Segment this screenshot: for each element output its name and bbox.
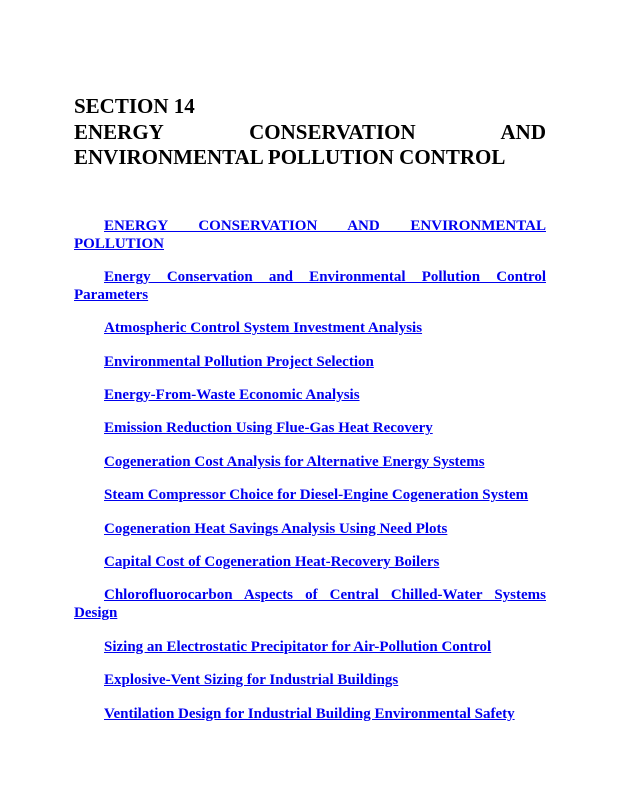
toc-link-explosive-vent-sizing[interactable]: Explosive-Vent Sizing for Industrial Buildings (104, 672, 399, 689)
section-title-line-2: ENVIRONMENTAL POLLUTION CONTROL (74, 145, 506, 169)
toc-link-atmospheric-control-investment[interactable]: Atmospheric Control System Investment Analysis (104, 320, 423, 337)
toc-link-electrostatic-precipitator[interactable]: Sizing an Electrostatic Precipitator for Air-Pollution Control (104, 638, 492, 655)
section-heading (74, 94, 546, 171)
toc-link-heat-recovery-boilers[interactable]: Capital Cost of Cogeneration Heat-Recovery Boilers (104, 554, 440, 571)
toc-link-cogeneration-cost-analysis[interactable]: Cogeneration Cost Analysis for Alternative Energy Systems (104, 453, 485, 470)
toc-link-steam-compressor-choice[interactable]: Steam Compressor Choice for Diesel-Engine Cogeneration System (104, 487, 529, 504)
section-number: SECTION 14 (74, 94, 195, 118)
toc-link-energy-from-waste[interactable]: Energy-From-Waste Economic Analysis (104, 387, 360, 404)
toc-link-flue-gas-heat-recovery[interactable]: Emission Reduction Using Flue-Gas Heat Recovery (104, 420, 433, 437)
toc-link-ventilation-design[interactable]: Ventilation Design for Industrial Building Environmental Safety (104, 705, 515, 722)
toc-link-energy-conservation-environmental-pollution[interactable]: ENERGY CONSERVATION AND ENVIRONMENTAL POLLUTION (74, 217, 546, 252)
toc-link-cogeneration-heat-savings[interactable]: Cogeneration Heat Savings Analysis Using Need Plots (104, 520, 448, 537)
toc-link-chlorofluorocarbon-chilled-water[interactable]: Chlorofluorocarbon Aspects of Central Chilled-Water Systems Design (74, 587, 546, 622)
section-title-line-1: ENERGY CONSERVATION AND (74, 119, 546, 144)
document-page (74, 94, 546, 738)
toc-link-pollution-project-selection[interactable]: Environmental Pollution Project Selection (104, 353, 374, 370)
table-of-contents (74, 217, 546, 723)
toc-link-control-parameters[interactable]: Energy Conservation and Environmental Pollution Control Parameters (74, 268, 546, 303)
